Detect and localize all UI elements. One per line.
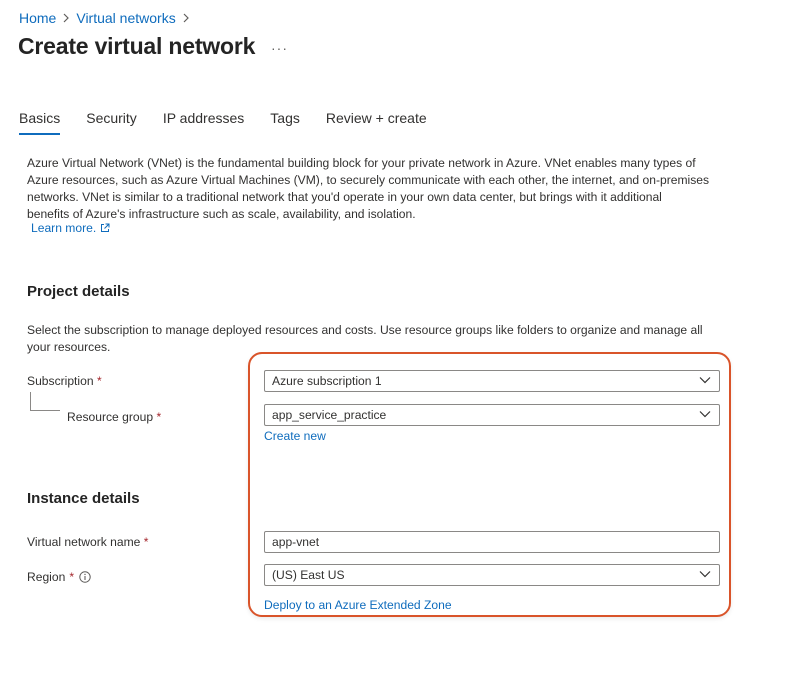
vnet-name-label: Virtual network name * xyxy=(27,535,149,549)
learn-more-link[interactable] xyxy=(31,221,110,235)
external-link-icon xyxy=(100,223,110,233)
project-details-description xyxy=(27,322,727,356)
intro-line: Azure Virtual Network (VNet) is the fundamental building block for your private network in Azure. VNet enables many types of xyxy=(27,156,696,170)
tab-bar xyxy=(19,110,453,134)
region-label: Region * xyxy=(27,570,91,584)
required-marker: * xyxy=(143,535,149,549)
subscription-label: Subscription * xyxy=(27,374,102,388)
chevron-right-icon xyxy=(62,13,70,23)
tab-review-create[interactable]: Review + create xyxy=(325,110,427,126)
required-marker: * xyxy=(69,570,75,584)
intro-description xyxy=(27,155,727,223)
region-value: (US) East US xyxy=(272,568,345,582)
annotation-highlight-box xyxy=(248,352,731,617)
breadcrumb-home[interactable]: Home xyxy=(19,10,57,26)
instance-details-heading: Instance details xyxy=(27,490,140,507)
description-line: your resources. xyxy=(27,340,111,354)
tab-basics[interactable]: Basics xyxy=(19,110,60,134)
tab-security[interactable]: Security xyxy=(86,110,137,126)
create-new-resource-group-link[interactable]: Create new xyxy=(264,429,326,443)
info-icon[interactable] xyxy=(79,571,91,583)
intro-line: benefits of Azure's infrastructure such as scale, availability, and isolation. xyxy=(27,207,416,221)
tab-tags[interactable]: Tags xyxy=(270,110,300,126)
resource-group-value: app_service_practice xyxy=(272,408,387,422)
vnet-name-value: app-vnet xyxy=(272,535,320,549)
more-options-button[interactable]: ··· xyxy=(271,40,288,56)
required-marker: * xyxy=(96,374,102,388)
intro-line: Azure resources, such as Azure Virtual Machines (VM), to securely communicate with each other, the internet, and on-premises xyxy=(27,173,710,187)
page-title: Create virtual network xyxy=(18,33,256,59)
subscription-value: Azure subscription 1 xyxy=(272,374,382,388)
extended-zone-link[interactable]: Deploy to an Azure Extended Zone xyxy=(264,598,452,612)
description-line: Select the subscription to manage deployed resources and costs. Use resource groups like folders to organize and manage all xyxy=(27,323,703,337)
required-marker: * xyxy=(156,410,162,424)
project-details-heading: Project details xyxy=(27,283,130,300)
resource-group-label: Resource group * xyxy=(67,410,162,424)
tab-ip-addresses[interactable]: IP addresses xyxy=(162,110,245,126)
chevron-right-icon xyxy=(182,13,190,23)
breadcrumb-virtual-networks[interactable]: Virtual networks xyxy=(76,10,176,26)
intro-line: networks. VNet is similar to a traditional network that you'd operate in your own data center, but brings with it additional xyxy=(27,190,662,204)
learn-more-label: Learn more. xyxy=(31,221,97,235)
tree-connector xyxy=(30,392,60,411)
breadcrumb xyxy=(19,10,196,26)
